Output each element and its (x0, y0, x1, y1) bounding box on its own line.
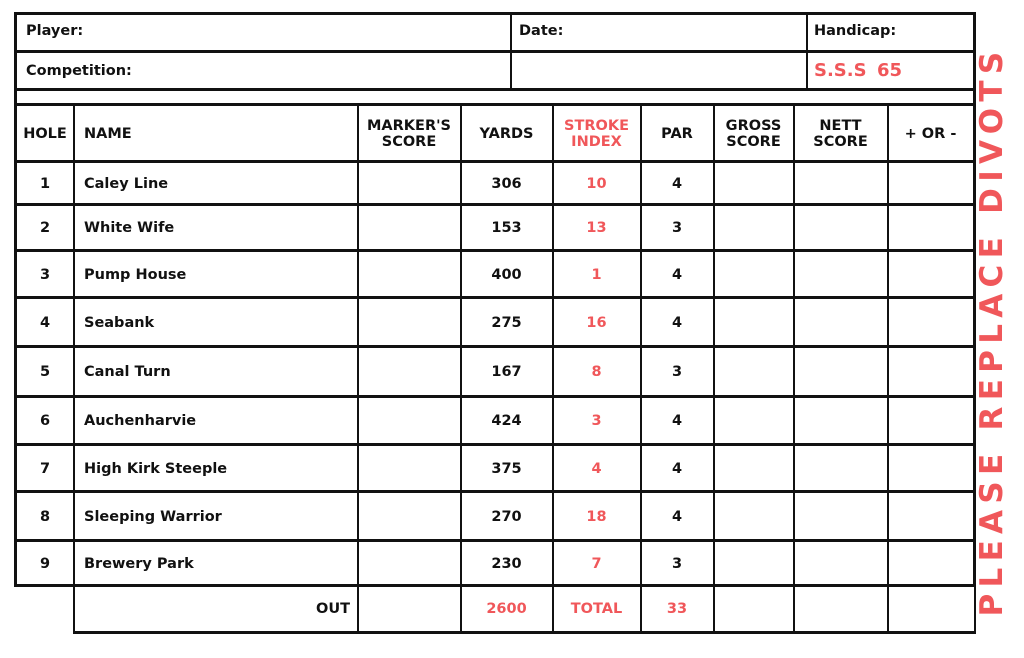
hole-name: Canal Turn (84, 364, 171, 380)
hole-number: 6 (39, 413, 51, 429)
hole-par: 3 (671, 555, 683, 572)
col-name: NAME (84, 125, 132, 142)
player-label: Player: (26, 23, 84, 39)
vdiv-marker (460, 105, 462, 634)
vdiv-index (640, 105, 642, 634)
col-gross-score (714, 106, 793, 161)
hole-par: 4 (671, 508, 683, 525)
hole-yards: 270 (491, 508, 522, 525)
hole-number: 4 (39, 314, 51, 331)
hole-par: 4 (671, 266, 683, 283)
vdiv-yards (552, 105, 554, 634)
hole-stroke-index: 10 (586, 175, 607, 192)
col-yards: YARDS (479, 125, 534, 142)
hole-par: 4 (671, 413, 683, 429)
hole-yards: 275 (491, 314, 522, 331)
hole-stroke-index: 13 (586, 220, 607, 236)
hole-number: 7 (39, 460, 51, 477)
col-marker-line1: MARKER'S (366, 117, 451, 134)
col-stroke-line1: STROKE (564, 117, 629, 134)
col-nett-line2: SCORE (813, 133, 868, 150)
col-plus-or-minus: + OR - (904, 125, 957, 142)
hole-name: Caley Line (84, 175, 169, 192)
hole-name: Seabank (84, 314, 155, 331)
hole-number: 1 (39, 175, 51, 192)
hole-stroke-index: 16 (586, 314, 607, 331)
hole-stroke-index: 18 (586, 508, 607, 525)
vdiv-hole (73, 105, 75, 587)
hole-name: Sleeping Warrior (84, 508, 222, 525)
hole-stroke-index: 7 (591, 555, 602, 572)
col-stroke-index (553, 106, 640, 161)
sss-value: 65 (877, 60, 903, 81)
hole-yards: 230 (491, 555, 522, 572)
hole-number: 9 (39, 555, 51, 572)
col-marker-line2: SCORE (381, 133, 437, 150)
hole-stroke-index: 8 (591, 364, 602, 380)
hole-number: 5 (39, 364, 51, 380)
hole-par: 3 (671, 364, 683, 380)
vdiv-gross (793, 105, 795, 634)
replace-divots-notice: PLEASE REPLACE DIVOTS (974, 45, 1010, 617)
hole-name: Pump House (84, 266, 187, 283)
hole-par: 4 (671, 314, 683, 331)
total-label: TOTAL (570, 600, 623, 617)
sss-label: S.S.S (814, 60, 867, 81)
col-par: PAR (661, 125, 693, 142)
col-marker-score (358, 106, 460, 161)
hole-par: 3 (671, 220, 683, 236)
hole-yards: 167 (491, 364, 522, 380)
hole-name: High Kirk Steeple (84, 460, 228, 477)
header-vdiv-2 (806, 12, 808, 90)
hole-name: Brewery Park (84, 555, 194, 572)
hole-par: 4 (671, 460, 683, 477)
header-divider-1 (14, 50, 976, 53)
hole-number: 2 (39, 220, 51, 236)
col-nett-line1: NETT (819, 117, 862, 134)
header-vdiv-1 (510, 12, 512, 90)
col-gross-line1: GROSS (725, 117, 782, 134)
header-divider-2 (14, 88, 976, 91)
out-label: OUT (316, 600, 350, 617)
col-nett-score (794, 106, 887, 161)
total-par: 33 (666, 600, 688, 617)
hole-par: 4 (671, 175, 683, 192)
hole-yards: 306 (491, 175, 522, 192)
vdiv-nett (887, 105, 889, 634)
date-label: Date: (519, 23, 564, 39)
hole-stroke-index: 3 (591, 413, 602, 429)
hole-yards: 424 (491, 413, 522, 429)
hole-yards: 375 (491, 460, 522, 477)
col-stroke-line2: INDEX (571, 133, 622, 150)
vdiv-par (713, 105, 715, 634)
vdiv-name (357, 105, 359, 634)
hole-number: 3 (39, 266, 51, 283)
col-hole: HOLE (23, 125, 67, 142)
hole-number: 8 (39, 508, 51, 525)
totals-bottom-line (73, 631, 976, 634)
hole-name: Auchenharvie (84, 413, 197, 429)
hole-yards: 153 (491, 220, 522, 236)
hole-yards: 400 (491, 266, 522, 283)
out-yards: 2600 (486, 600, 527, 617)
competition-label: Competition: (26, 63, 132, 79)
hole-stroke-index: 4 (591, 460, 602, 477)
col-gross-line2: SCORE (726, 133, 781, 150)
hole-stroke-index: 1 (591, 266, 602, 283)
handicap-label: Handicap: (814, 23, 897, 39)
hole-name: White Wife (84, 220, 175, 236)
